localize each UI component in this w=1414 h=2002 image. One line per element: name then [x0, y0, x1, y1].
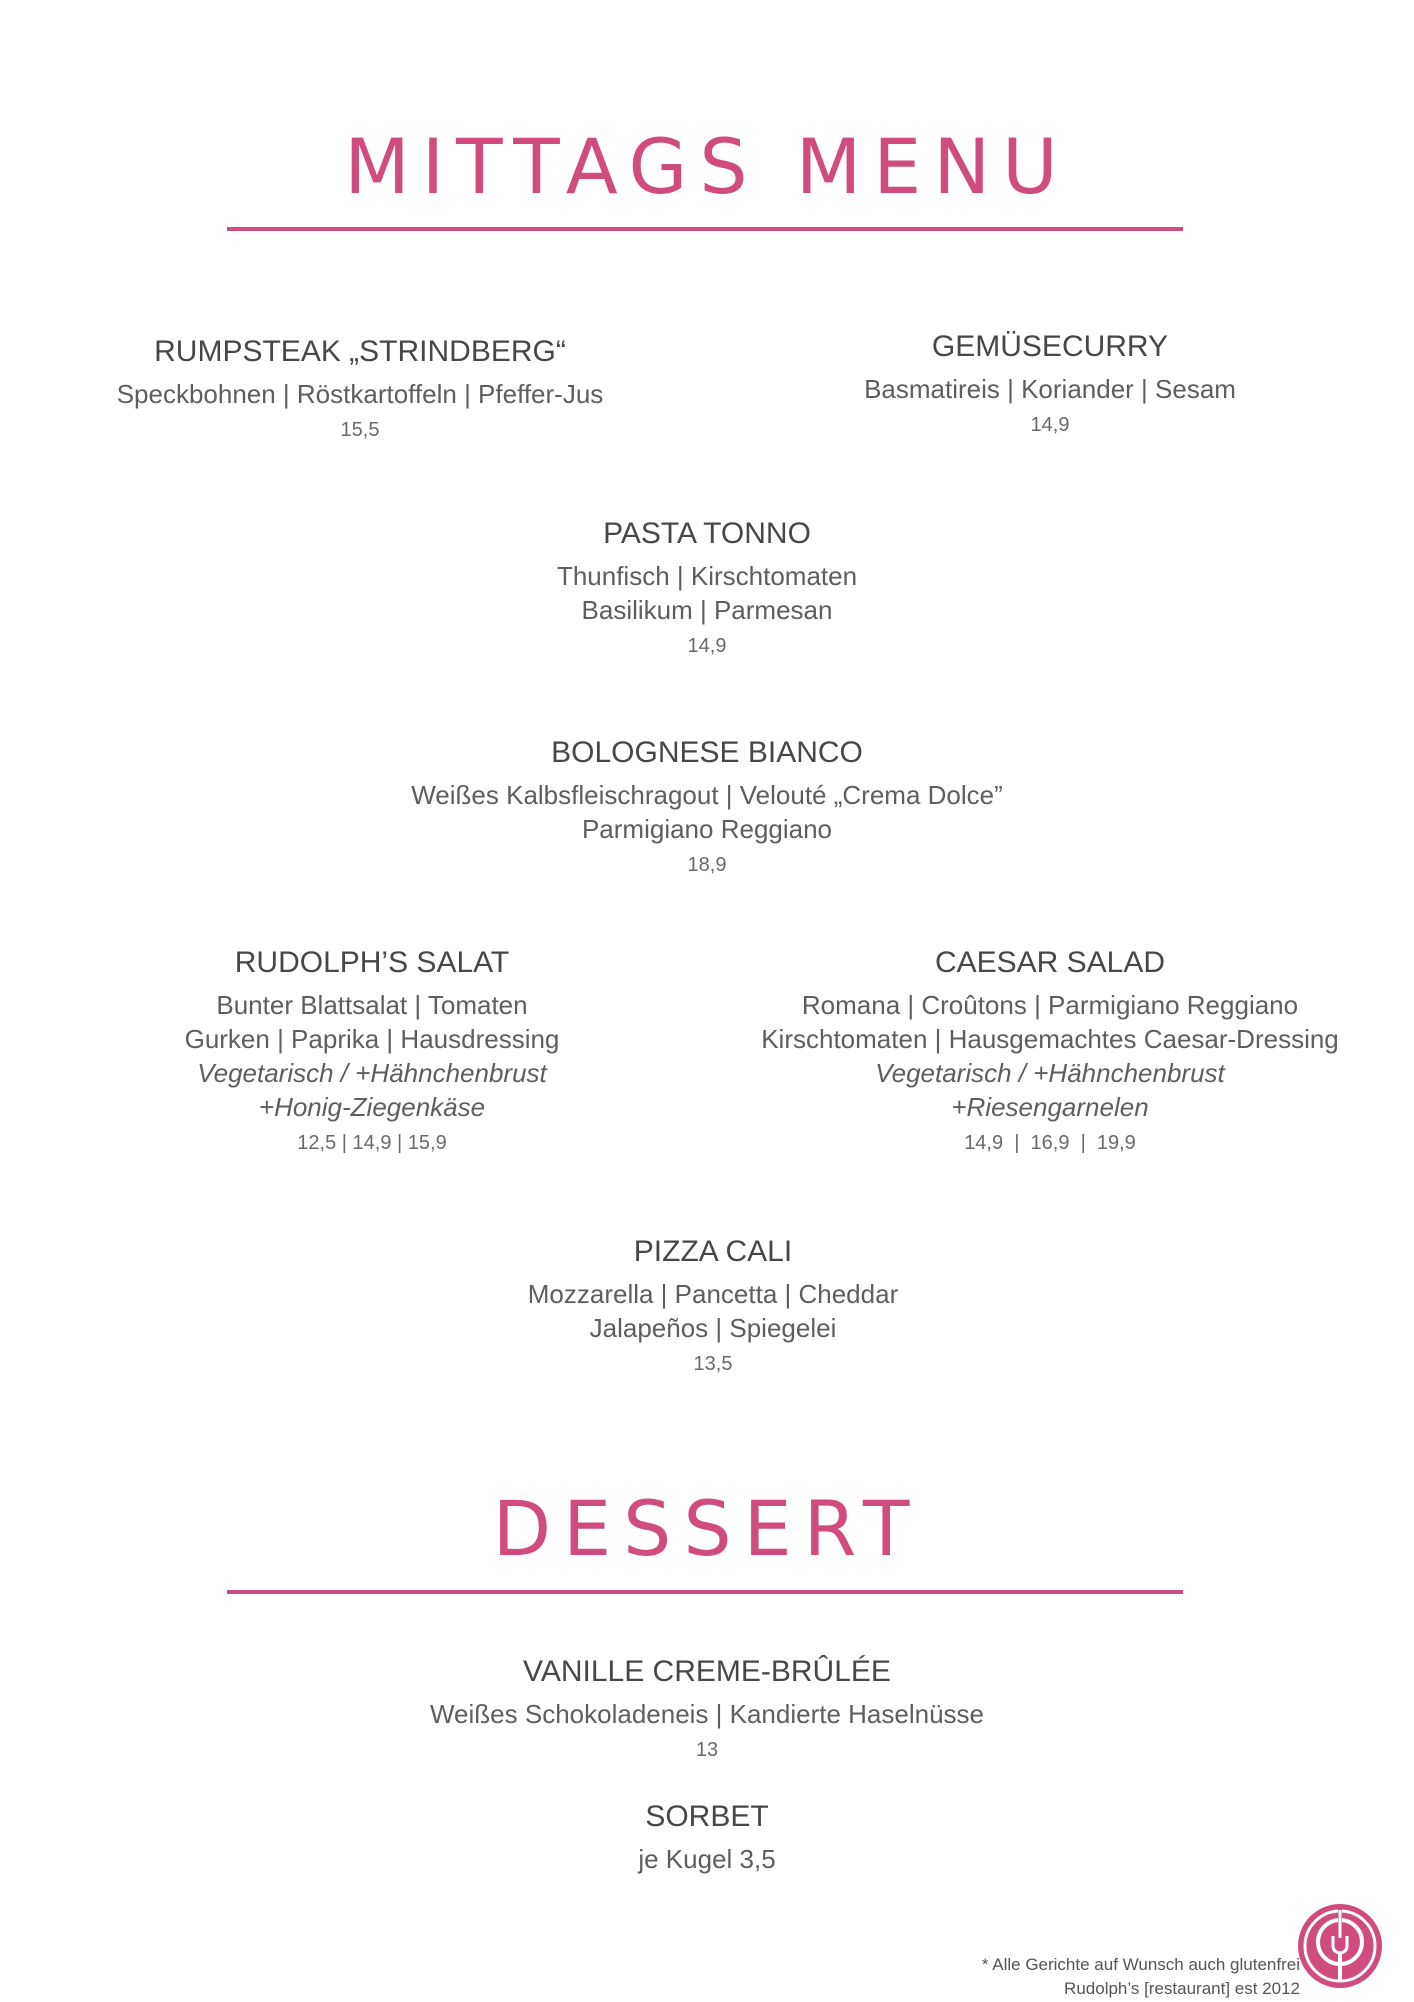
dish-options: Vegetarisch / +Hähnchenbrust [875, 1058, 1225, 1088]
dish-description: Bunter Blattsalat | Tomaten [216, 990, 528, 1020]
dish-description: Parmigiano Reggiano [581, 814, 833, 844]
dish-gemuesecurry [750, 328, 1350, 440]
dish-price: 15,5 [340, 419, 380, 441]
footer-brand: Rudolph’s [restaurant] est 2012 [1064, 1979, 1300, 1998]
dessert-divider [227, 1590, 1183, 1594]
dish-name: VANILLE CREME-BRÛLÉE [523, 1655, 891, 1688]
dish-description: je Kugel 3,5 [638, 1844, 776, 1874]
dish-creme-brulee [307, 1653, 1107, 1765]
lunch-menu-title: MITTAGS MENU [344, 122, 1070, 211]
dish-description: Gurken | Paprika | Hausdressing [184, 1024, 560, 1054]
title-divider [227, 227, 1183, 231]
dish-caesar-salad [700, 944, 1400, 1158]
dish-price: 14,9 [1030, 414, 1070, 436]
dish-description: Romana | Croûtons | Parmigiano Reggiano [801, 990, 1299, 1020]
dish-description: Basmatireis | Koriander | Sesam [864, 374, 1236, 404]
fork-plate-icon [1296, 1902, 1384, 1990]
dish-pizza-cali [413, 1233, 1013, 1379]
dish-price: 13,5 [693, 1353, 733, 1375]
dish-bolognese-bianco [307, 734, 1107, 880]
dish-options: +Honig-Ziegenkäse [258, 1092, 486, 1122]
dish-price: 14,9 [687, 635, 727, 657]
dish-description: Speckbohnen | Röstkartoffeln | Pfeffer-Jus [116, 379, 604, 409]
dish-name: RUDOLPH’S SALAT [234, 946, 510, 979]
dish-description: Jalapeños | Spiegelei [589, 1313, 837, 1343]
dish-rudolphs-salat [72, 944, 672, 1158]
dessert-title: DESSERT [492, 1484, 922, 1573]
dish-description: Basilikum | Parmesan [581, 595, 833, 625]
dish-pasta-tonno [407, 515, 1007, 661]
dish-name: RUMPSTEAK „STRINDBERG“ [154, 335, 566, 368]
dish-sorbet [507, 1798, 907, 1876]
dish-price: 18,9 [687, 854, 727, 876]
dish-rumpsteak [60, 333, 660, 445]
dish-name: PASTA TONNO [603, 517, 811, 550]
dish-price: 13 [695, 1739, 719, 1761]
dish-price: 14,9 | 16,9 | 19,9 [964, 1132, 1136, 1154]
dish-name: GEMÜSECURRY [931, 330, 1169, 363]
dish-name: SORBET [645, 1800, 769, 1833]
dish-name: PIZZA CALI [633, 1235, 793, 1268]
dish-description: Weißes Schokoladeneis | Kandierte Haselnüsse [429, 1699, 985, 1729]
dish-description: Kirschtomaten | Hausgemachtes Caesar-Dressing [761, 1024, 1339, 1054]
footer-note: * Alle Gerichte auf Wunsch auch glutenfrei [981, 1955, 1300, 1974]
dish-price: 12,5 | 14,9 | 15,9 [297, 1132, 447, 1154]
dish-options: Vegetarisch / +Hähnchenbrust [197, 1058, 547, 1088]
dish-description: Weißes Kalbsfleischragout | Velouté „Crema Dolce” [411, 780, 1003, 810]
dish-name: BOLOGNESE BIANCO [551, 736, 863, 769]
dish-options: +Riesengarnelen [951, 1092, 1149, 1122]
dish-description: Thunfisch | Kirschtomaten [556, 561, 858, 591]
dish-description: Mozzarella | Pancetta | Cheddar [527, 1279, 899, 1309]
dish-name: CAESAR SALAD [934, 946, 1166, 979]
